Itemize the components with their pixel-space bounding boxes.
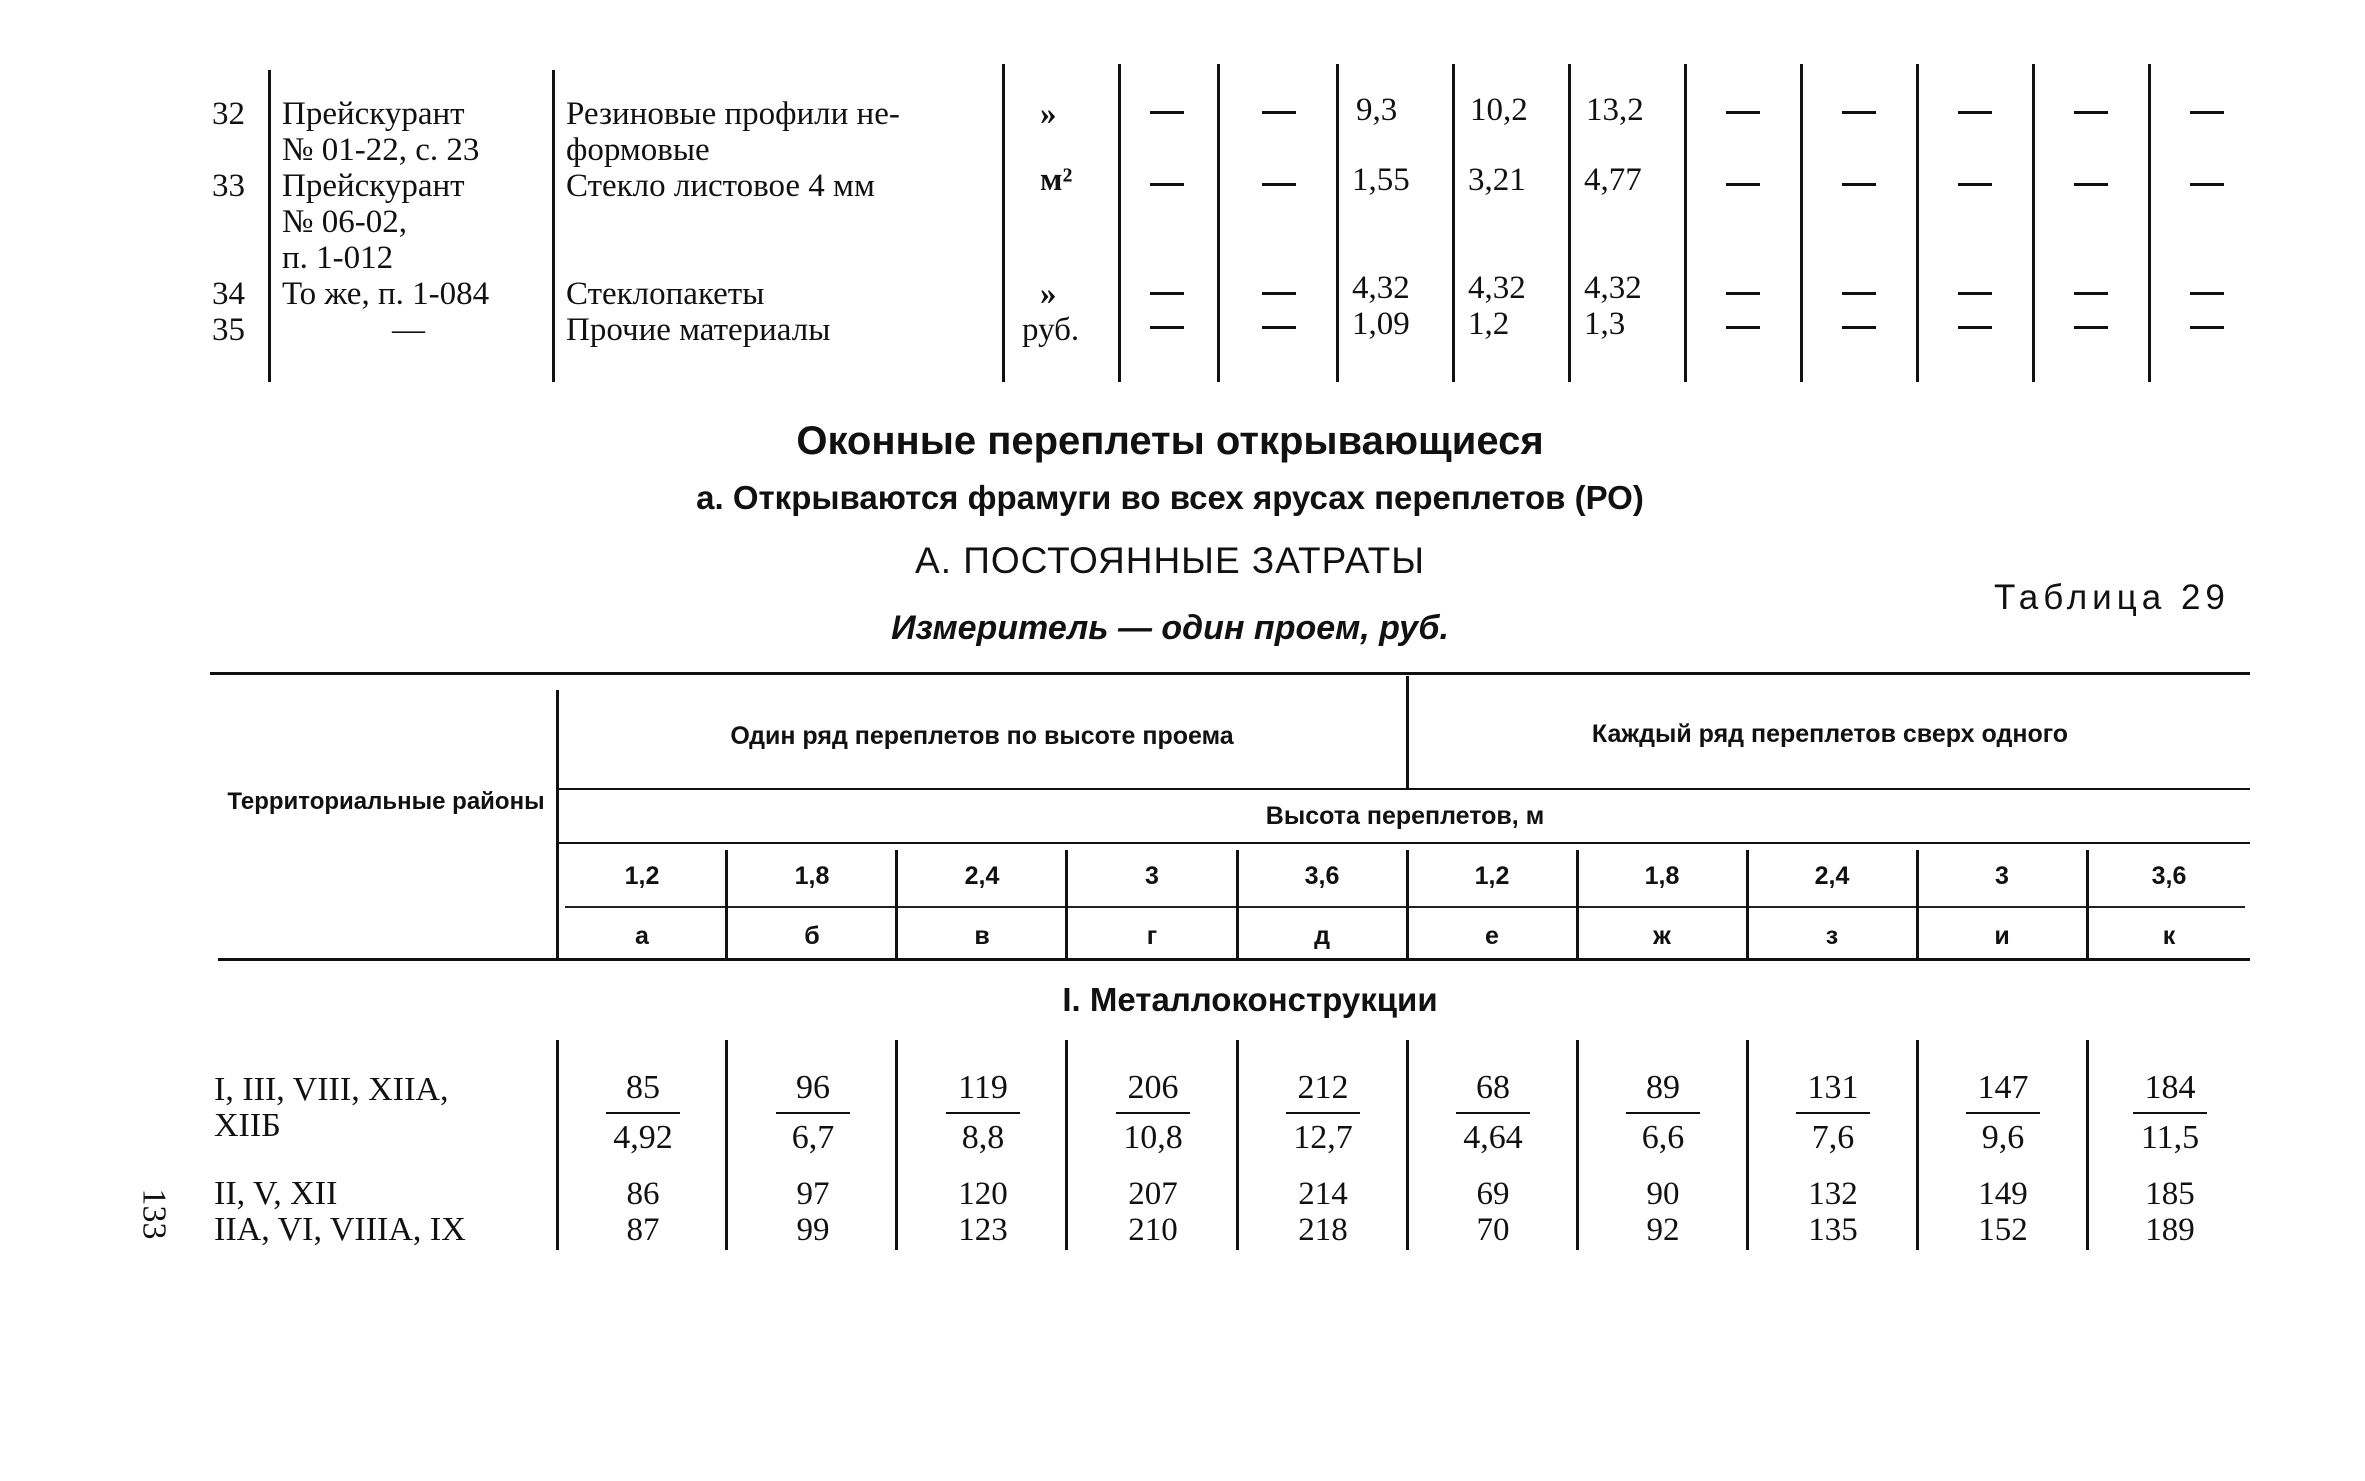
fraction-bar: [1626, 1112, 1700, 1114]
value-cell: 4,32: [1584, 270, 1642, 306]
fraction-bottom: 7,6: [1811, 1119, 1855, 1156]
value-cell: 1,3: [1584, 306, 1626, 342]
value-cell: 1,2: [1468, 306, 1510, 342]
value-cell: 10,2: [1470, 92, 1528, 128]
fraction-bottom: 8,8: [961, 1119, 1005, 1156]
fraction-top: 68: [1476, 1069, 1510, 1106]
value-cell: 189: [2145, 1212, 2195, 1248]
column-letter: к: [2162, 922, 2176, 950]
column-letter: б: [804, 922, 820, 950]
column-letter: ж: [1653, 922, 1671, 950]
value-cell: 132: [1808, 1176, 1858, 1212]
fraction-top: 212: [1297, 1069, 1349, 1106]
dash-mark: [1726, 111, 1760, 114]
fraction-cell: [560, 1070, 726, 1156]
dash-mark: [1262, 183, 1296, 186]
fraction-top: 147: [1977, 1069, 2029, 1106]
material-text: Резиновые профили не-: [566, 96, 900, 132]
fraction-cell: [730, 1070, 896, 1156]
unit-text: руб.: [1022, 312, 1080, 348]
value-cell: 214: [1298, 1176, 1348, 1212]
dash-mark: [2074, 183, 2108, 186]
fraction-cell: [1240, 1070, 1406, 1156]
value-cell: 97: [796, 1176, 830, 1212]
value-cell: 4,32: [1352, 270, 1410, 306]
height-value: 2,4: [1814, 862, 1850, 890]
column-letter: е: [1485, 922, 1499, 950]
dash-mark: [1150, 183, 1184, 186]
dash-mark: [1958, 111, 1992, 114]
value-cell: 149: [1978, 1176, 2028, 1212]
source-text: п. 1-012: [282, 240, 394, 276]
fraction-bar: [776, 1112, 850, 1114]
row-number: 35: [212, 312, 245, 348]
value-cell: 123: [958, 1212, 1008, 1248]
fraction-bottom: 9,6: [1981, 1119, 2025, 1156]
height-value: 3: [1995, 862, 2009, 890]
source-text: № 06-02,: [282, 204, 407, 240]
dash-mark: [2074, 326, 2108, 329]
fraction-top: 96: [796, 1069, 830, 1106]
dash-mark: [2190, 326, 2224, 329]
value-cell: 9,3: [1356, 92, 1398, 128]
dash-mark: [1842, 183, 1876, 186]
source-text: Прейскурант: [282, 168, 465, 204]
dash-mark: [1726, 183, 1760, 186]
column-letter: а: [635, 922, 649, 950]
region-label: XIIБ: [214, 1107, 281, 1144]
unit-text: м²: [1040, 162, 1073, 198]
fraction-bottom: 4,92: [613, 1119, 673, 1156]
value-cell: 86: [626, 1176, 660, 1212]
fraction-top: 131: [1807, 1069, 1859, 1106]
dash-mark: [2190, 183, 2224, 186]
value-cell: 99: [796, 1212, 830, 1248]
fraction-cell: [900, 1070, 1066, 1156]
value-cell: 3,21: [1468, 162, 1526, 198]
value-cell: 90: [1646, 1176, 1680, 1212]
dash-mark: [1150, 326, 1184, 329]
source-text: № 01-22, с. 23: [282, 132, 480, 168]
fraction-top: 85: [626, 1069, 660, 1106]
value-cell: 185: [2145, 1176, 2195, 1212]
value-cell: 120: [958, 1176, 1008, 1212]
fraction-bar: [2133, 1112, 2207, 1114]
section-title: I. Металлоконструкции: [1062, 981, 1438, 1018]
fraction-cell: [1070, 1070, 1236, 1156]
height-value: 2,4: [964, 862, 1000, 890]
fraction-bottom: 11,5: [2140, 1119, 2200, 1156]
row-number: 33: [212, 168, 245, 204]
value-cell: 92: [1646, 1212, 1680, 1248]
value-cell: 4,32: [1468, 270, 1526, 306]
unit-text: »: [1040, 276, 1057, 312]
value-cell: 1,55: [1352, 162, 1410, 198]
value-cell: 1,09: [1352, 306, 1410, 342]
region-label: II, V, XII: [214, 1175, 338, 1212]
fraction-bar: [1966, 1112, 2040, 1114]
dash-mark: [1726, 326, 1760, 329]
column-letter: г: [1146, 922, 1158, 950]
value-cell: 218: [1298, 1212, 1348, 1248]
value-cell: 207: [1128, 1176, 1178, 1212]
fraction-top: 119: [958, 1069, 1008, 1106]
value-cell: 135: [1808, 1212, 1858, 1248]
unit-text: »: [1040, 96, 1057, 132]
value-cell: 4,77: [1584, 162, 1642, 198]
height-value: 1,8: [794, 862, 830, 890]
dash-mark: [1262, 326, 1296, 329]
column-letter: з: [1825, 922, 1839, 950]
dash-mark: [1150, 292, 1184, 295]
page-title: Оконные переплеты открывающиеся: [796, 419, 1544, 463]
dash-mark: [1958, 292, 1992, 295]
fraction-cell: [1580, 1070, 1746, 1156]
fraction-bottom: 6,7: [791, 1119, 835, 1156]
row-number: 34: [212, 276, 245, 312]
dash-mark: [1958, 183, 1992, 186]
dash-mark: [1958, 326, 1992, 329]
table-label: Таблица 29: [1994, 578, 2230, 617]
dash-mark: [1150, 111, 1184, 114]
fraction-bar: [606, 1112, 680, 1114]
value-cell: 152: [1978, 1212, 2028, 1248]
fraction-bar: [1456, 1112, 1530, 1114]
value-cell: 87: [626, 1212, 660, 1248]
region-label: I, III, VIII, XIIA,: [214, 1071, 449, 1108]
dash-mark: [1262, 111, 1296, 114]
fraction-cell: [2090, 1070, 2250, 1156]
group-header-one-row: Один ряд переплетов по высоте проема: [730, 722, 1234, 750]
column-header-region: [226, 788, 546, 816]
material-text: формовые: [566, 132, 710, 168]
section-heading: А. ПОСТОЯННЫЕ ЗАТРАТЫ: [915, 540, 1425, 581]
fraction-bottom: 12,7: [1293, 1119, 1353, 1156]
value-cell: 13,2: [1586, 92, 1644, 128]
measure-caption: Измеритель — один проем, руб.: [891, 609, 1449, 647]
fraction-top: 89: [1646, 1069, 1680, 1106]
fraction-bar: [1796, 1112, 1870, 1114]
material-text: Прочие материалы: [566, 312, 831, 348]
fraction-bar: [1116, 1112, 1190, 1114]
fraction-cell: [1750, 1070, 1916, 1156]
fraction-cell: [1920, 1070, 2086, 1156]
value-cell: 70: [1476, 1212, 1510, 1248]
value-cell: 210: [1128, 1212, 1178, 1248]
material-text: Стеклопакеты: [566, 276, 765, 312]
dash-mark: [2074, 111, 2108, 114]
fraction-top: 184: [2144, 1069, 2196, 1106]
fraction-bottom: 10,8: [1123, 1119, 1183, 1156]
dash-mark: [2074, 292, 2108, 295]
source-text: —: [392, 312, 425, 348]
value-cell: 69: [1476, 1176, 1510, 1212]
source-text: Прейскурант: [282, 96, 465, 132]
column-header-region-text: Территориальные районы: [227, 788, 545, 815]
height-value: 3: [1145, 862, 1159, 890]
dash-mark: [1842, 111, 1876, 114]
column-letter: в: [974, 922, 990, 950]
fraction-bottom: 6,6: [1641, 1119, 1685, 1156]
group-header-each-row: Каждый ряд переплетов сверх одного: [1591, 720, 2069, 748]
source-text: То же, п. 1-084: [282, 276, 490, 312]
fraction-bar: [1286, 1112, 1360, 1114]
dash-mark: [1726, 292, 1760, 295]
row-number: 32: [212, 96, 245, 132]
fraction-bar: [946, 1112, 1020, 1114]
height-header: Высота переплетов, м: [1265, 802, 1545, 830]
region-label: IIA, VI, VIIIA, IX: [214, 1211, 466, 1248]
column-letter: д: [1314, 922, 1330, 950]
material-text: Стекло листовое 4 мм: [566, 168, 875, 204]
page-subtitle: а. Открываются фрамуги во всех ярусах переплетов (РО): [696, 479, 1644, 516]
fraction-top: 206: [1127, 1069, 1179, 1106]
dash-mark: [1262, 292, 1296, 295]
height-value: 3,6: [2151, 862, 2187, 890]
dash-mark: [1842, 326, 1876, 329]
fraction-bottom: 4,64: [1463, 1119, 1523, 1156]
page-number: 133: [135, 1188, 173, 1240]
fraction-cell: [1410, 1070, 1576, 1156]
dash-mark: [1842, 292, 1876, 295]
dash-mark: [2190, 111, 2224, 114]
height-value: 1,8: [1644, 862, 1680, 890]
column-letter: и: [1994, 922, 2010, 950]
height-value: 1,2: [1474, 862, 1510, 890]
height-value: 1,2: [624, 862, 660, 890]
dash-mark: [2190, 292, 2224, 295]
height-value: 3,6: [1304, 862, 1340, 890]
